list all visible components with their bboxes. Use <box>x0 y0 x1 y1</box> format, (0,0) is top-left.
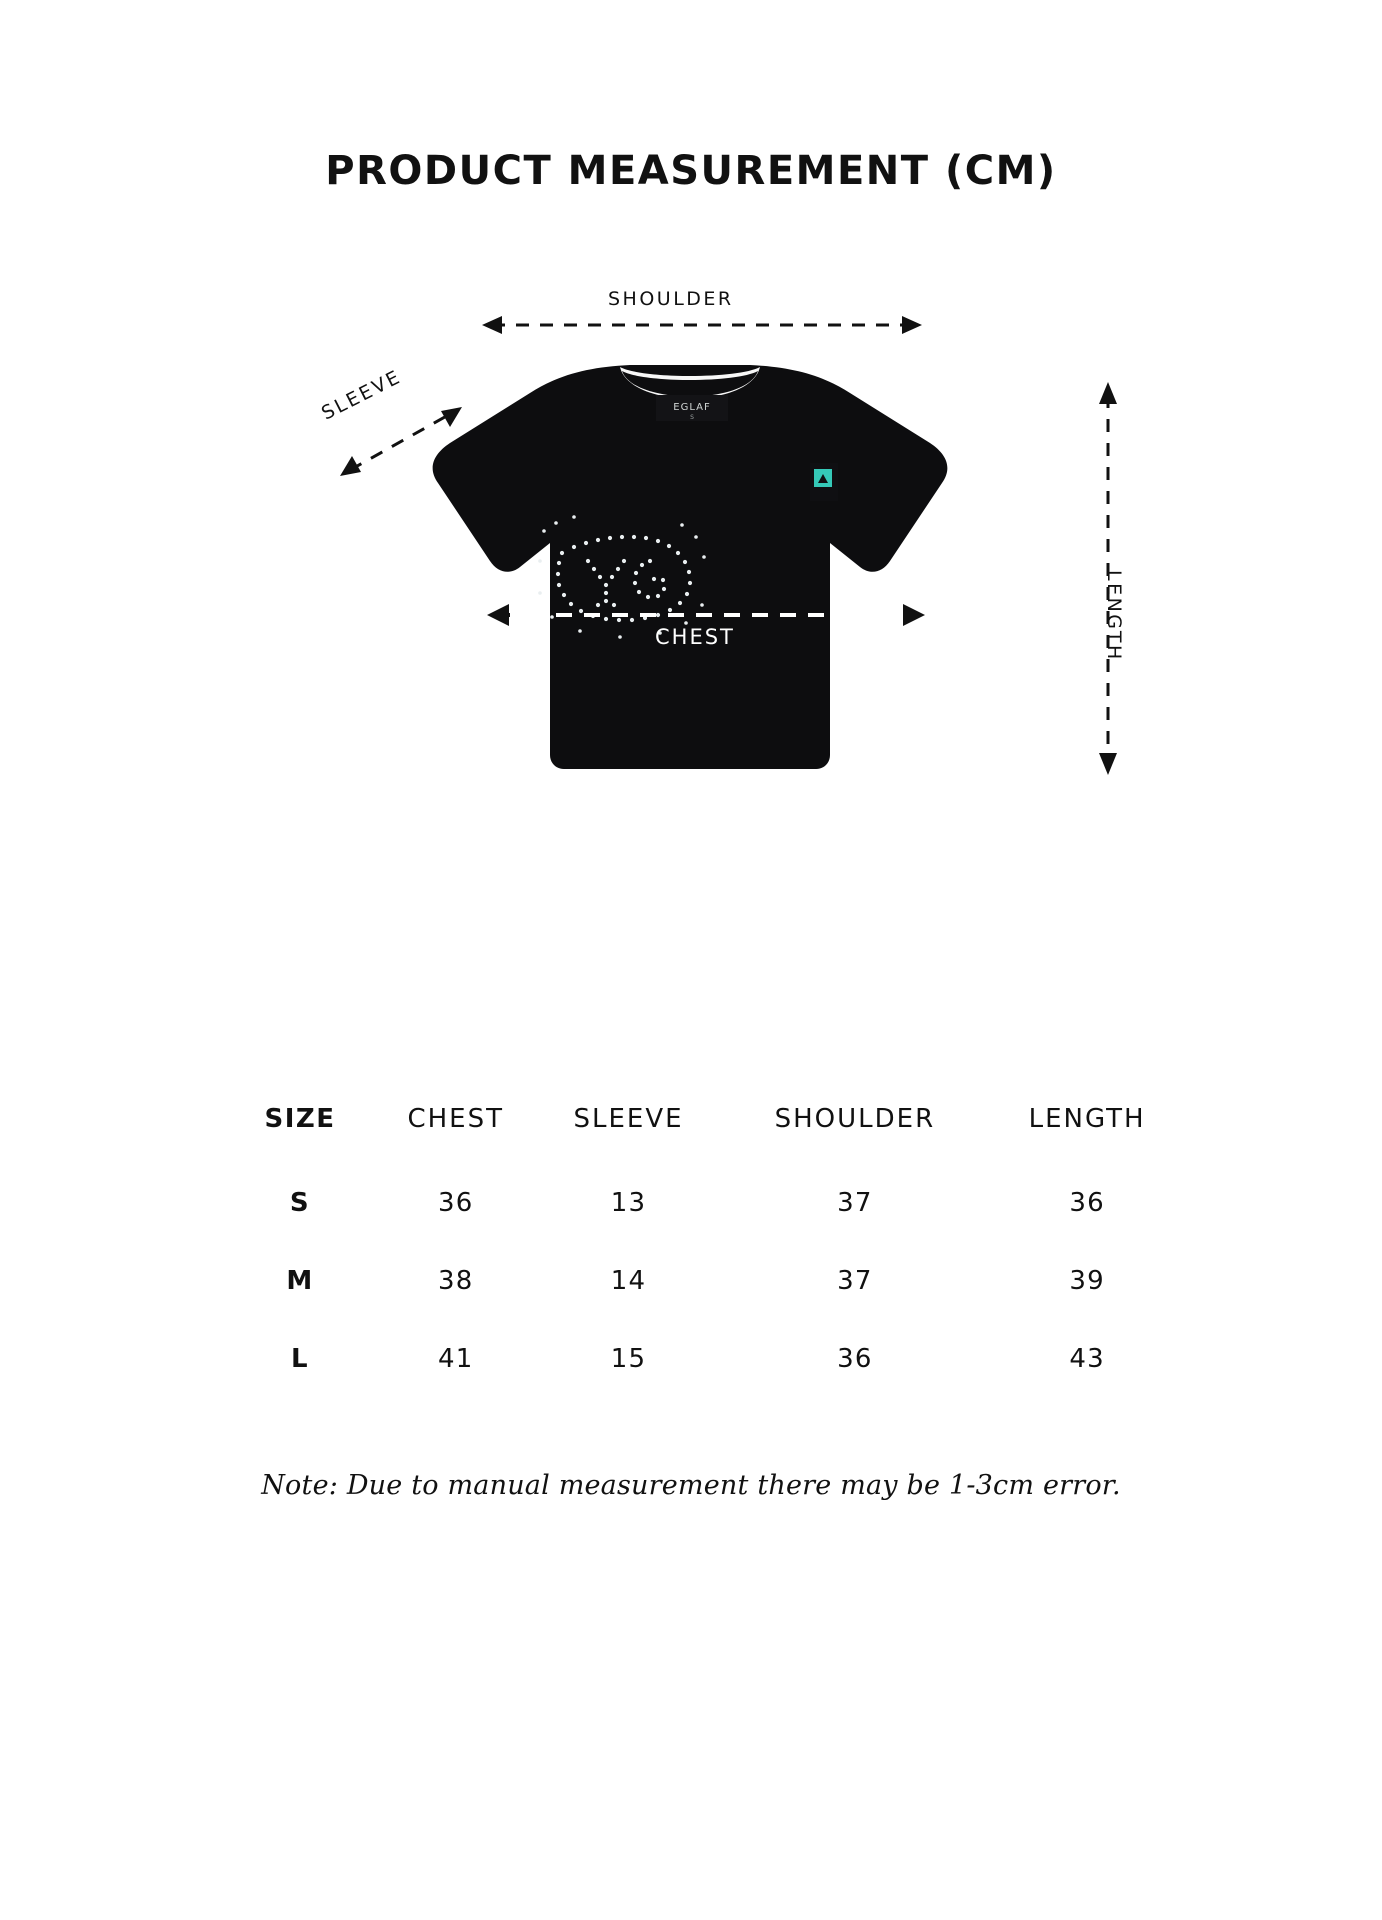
label-shoulder: SHOULDER <box>608 288 734 310</box>
table-header-row <box>225 1080 1185 1164</box>
column-header-chest: CHEST <box>407 1104 504 1134</box>
svg-text:EGLAF: EGLAF <box>673 402 711 413</box>
cell-sleeve: 13 <box>610 1188 647 1218</box>
svg-text:S: S <box>690 414 694 421</box>
cell-chest: 41 <box>438 1344 474 1374</box>
label-length: LENGTH <box>1103 570 1125 662</box>
label-sleeve: SLEEVE <box>318 365 406 425</box>
table-row <box>225 1164 1185 1242</box>
column-header-sleeve: SLEEVE <box>573 1104 684 1134</box>
cell-shoulder: 37 <box>837 1188 873 1218</box>
cell-shoulder: 36 <box>837 1344 873 1374</box>
measurement-arrows <box>0 270 1382 830</box>
table-row <box>225 1320 1185 1398</box>
table-row <box>225 1242 1185 1320</box>
measurement-note: Note: Due to manual measurement there may be 1-3cm error. <box>261 1470 1121 1501</box>
page-title: PRODUCT MEASUREMENT (CM) <box>325 148 1057 194</box>
cell-sleeve: 14 <box>610 1266 647 1296</box>
cell-size: M <box>286 1266 314 1296</box>
cell-length: 36 <box>1069 1188 1105 1218</box>
column-header-shoulder: SHOULDER <box>774 1104 936 1134</box>
cell-size: L <box>290 1344 310 1374</box>
label-chest: CHEST <box>655 625 735 649</box>
measurement-diagram <box>0 270 1382 830</box>
cell-sleeve: 15 <box>610 1344 647 1374</box>
cell-chest: 38 <box>438 1266 474 1296</box>
column-header-length: LENGTH <box>1028 1104 1146 1134</box>
cell-chest: 36 <box>438 1188 474 1218</box>
size-chart-table <box>225 1080 1185 1398</box>
cell-size: S <box>289 1188 311 1218</box>
cell-length: 43 <box>1069 1344 1105 1374</box>
cell-shoulder: 37 <box>837 1266 873 1296</box>
column-header-size: SIZE <box>264 1104 336 1134</box>
cell-length: 39 <box>1069 1266 1105 1296</box>
